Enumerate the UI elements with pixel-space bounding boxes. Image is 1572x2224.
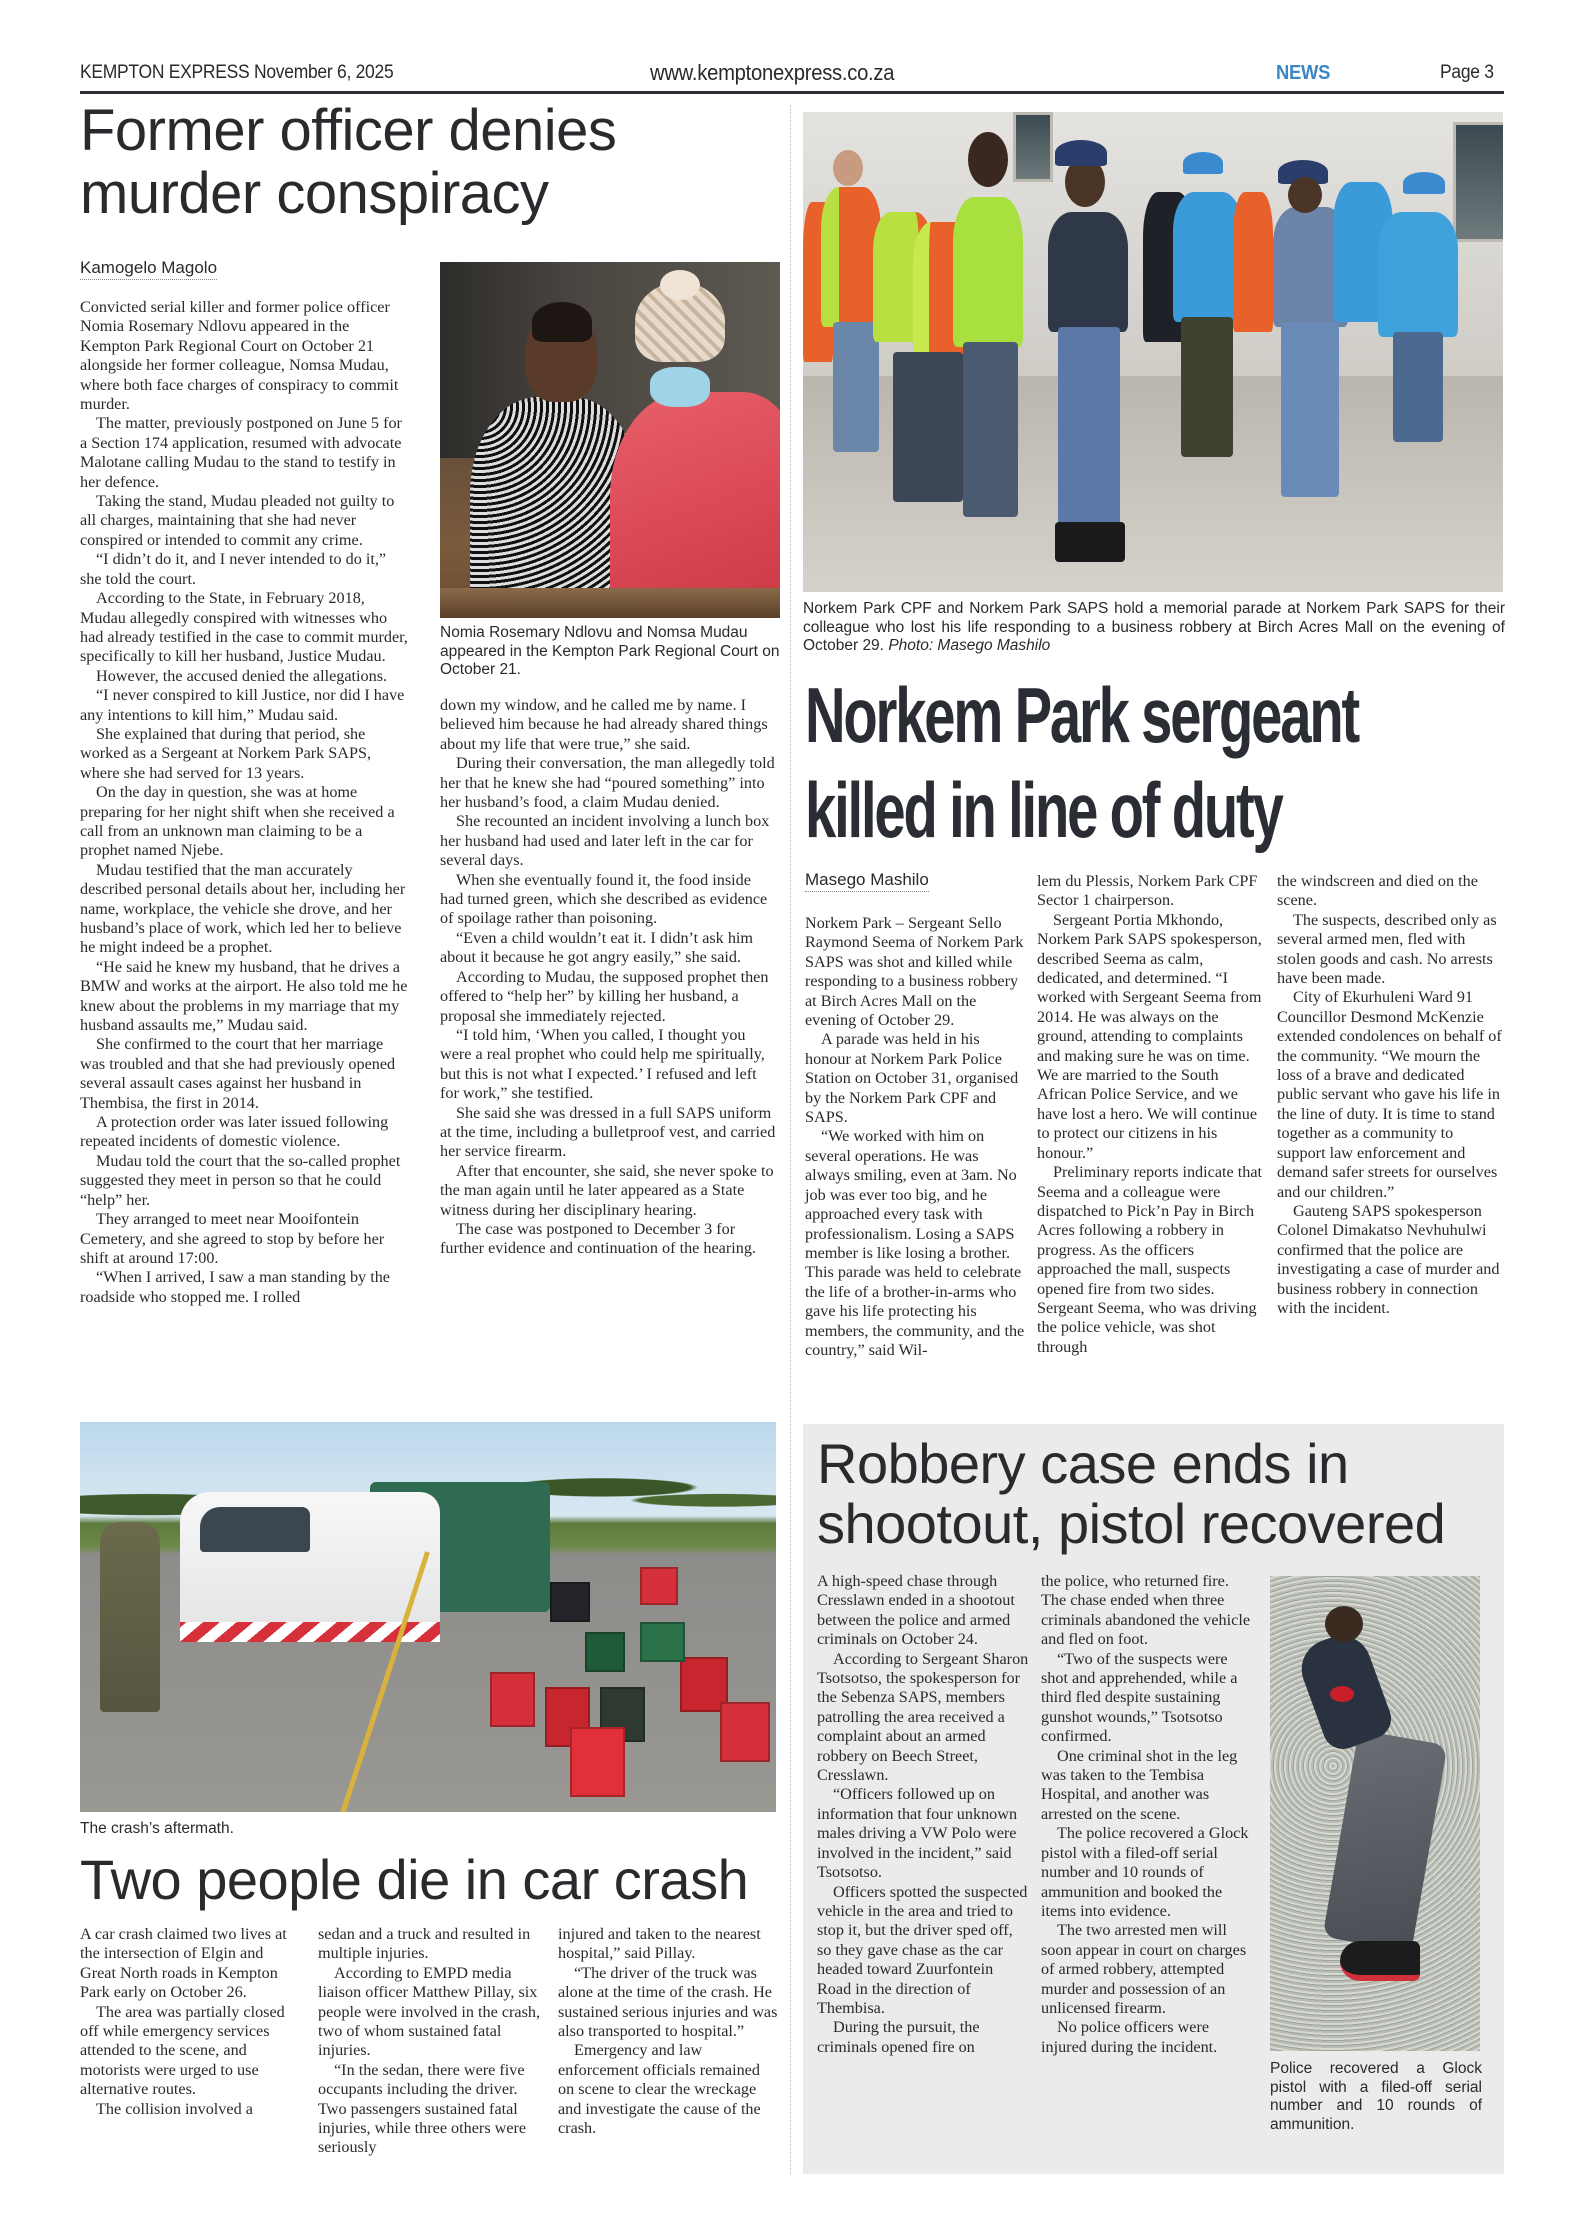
body-column-1: Convicted serial killer and former police officer Nomia Rosemary Ndlovu appeared in the Kempton Park Regional Court on October 21 alongside her former colleague, Nomsa Mudau, where both face charges of conspiracy to commit murder. The matter, previously postponed on June 5 for a Section 174 application, resumed with advocate Malotane calling Mudau to the stand to testify in her defence. Taking the stand, Mudau pleaded not guilty to all charges, maintaining that she had never conspired or intended to commit any crime. “I didn’t do it, and I never intended to do it,” she told the court. According to the State, in February 2018, Mudau allegedly conspired with witnesses who had already testified in the case to commit murder, specifically to kill her husband, Justice Mudau. However, the accused denied the allegations. “I never conspired to kill Justice, nor did I have any intentions to kill him,” Mudau said. She explained that during that period, she worked as a Sergeant at Norkem Park SAPS, where she had served for 13 years. On the day in question, she was at home preparing for her night shift when she received a call from an unknown man claiming to be a prophet named Njebe. Mudau testified that the man accurately described personal details about her, including her name, workplace, the vehicle she drove, and her husband’s place of work, which led her to believe he might indeed be a prophet. “He said he knew my husband, that he drives a BMW and works at the airport. He also told me he knew about the problems in my marriage that my husband assaults me,” Mudau said. She confirmed to the court that her marriage was troubled and that she had previously opened several assault cases against her husband in Thembisa, the first in 2014. A protection order was later issued following repeated incidents of domestic violence. Mudau told the court that the so-called prophet suggested they meet in person so that he could “help” her. They arranged to meet near Mooifontein Cemetery, and she agreed to stop by before her shift at around 17:00. “When I arrived, I saw a man standing by the roadside who stopped me. I rolled (80, 298, 408, 1306)
page-number: Page 3 (1440, 62, 1494, 83)
suspect-photo (1270, 1576, 1480, 2051)
photo-credit: Photo: Masego Mashilo (888, 637, 1051, 654)
body-column-1: A high-speed chase through Cresslawn ended in a shootout between the police and armed criminals on October 24. According to Sergeant Sharon Tsotsotso, the spokesperson for the Sebenza SAPS, members patrolling the area received a complaint about an armed robbery on Beech Street, Cresslawn. “Officers followed up on information that four unknown males driving a VW Polo were involved in the incident,” said Tsotsotso. Officers spotted the suspected vehicle in the area and tried to stop it, but the driver sped off, so they gave chase as the car headed toward Zuurfontein Road in the direction of Thembisa. During the pursuit, the criminals opened fire on (817, 1572, 1029, 2056)
person-figure (590, 282, 780, 618)
person-figure (1378, 212, 1458, 337)
paper-name-date: KEMPTON EXPRESS November 6, 2025 (80, 62, 394, 83)
person-figure (1048, 212, 1128, 332)
body-column-2: sedan and a truck and resulted in multiple injuries. According to EMPD media liaison officer Matthew Pillay, six people were involved in the crash, two of whom sustained fatal injuries. “In the sedan, there were five occupants including the driver. Two passengers sustained fatal injuries, while three others were seriously (318, 1925, 541, 2157)
caption-court-photo: Nomia Rosemary Ndlovu and Nomsa Mudau appeared in the Kempton Park Regional Court on October 21. (440, 624, 780, 678)
headline-court: Former officer denies murder conspiracy (80, 98, 617, 226)
body-column-3: the windscreen and died on the scene. The suspects, described only as several armed men, fled with stolen goods and cash. No arrests have been made. City of Ekurhuleni Ward 91 Councillor Desmond McKenzie extended condolences on behalf of the community. “We mourn the loss of a brave and dedicated public servant who gave his life in the line of duty. It is time to stand together as a community to support law enforcement and demand safer streets for ourselves and our children.” Gauteng SAPS spokesperson Colonel Dimakatso Nevhuhulwi confirmed that the police are investigating a case of murder and business robbery in connection with the incident. (1277, 872, 1502, 1317)
body-column-2: lem du Plessis, Norkem Park CPF Sector 1 chairperson. Sergeant Portia Mkhondo, Norkem Park SAPS spokesperson, described Seema as calm, dedicated, and determined. “I worked with Sergeant Seema from 2014. He was always on the ground, attending to complaints and making sure he was on time. We are married to the South African Police Service, and we have lost a hero. We will continue to protect our citizens in his honour.” Preliminary reports indicate that Seema and a colleague were dispatched to Pick’n Pay in Birch Acres following a robbery in progress. As the officers approached the mall, suspects opened fire from two sides. Sergeant Seema, who was driving the police vehicle, was shot through (1037, 872, 1263, 1356)
headline-robbery: Robbery case ends in shootout, pistol recovered (817, 1432, 1446, 1556)
body-column-2: the police, who returned fire. The chase ended when three criminals abandoned the vehicle and fled on foot. “Two of the suspects were shot and apprehended, while a third fled despite sustaining gunshot wounds,” Tsotsotso confirmed. One criminal shot in the leg was taken to the Tembisa Hospital, and another was arrested on the scene. The police recovered a Glock pistol with a filed-off serial number and 10 rounds of ammunition and booked the items into evidence. The two arrested men will soon appear in court on charges of armed robbery, attempted murder and possession of an unlicensed firearm. No police officers were injured during the incident. (1041, 1572, 1251, 2056)
body-column-3: injured and taken to the nearest hospital,” said Pillay. “The driver of the truck was alone at the time of the crash. He sustained serious injuries and was also transported to hospital.” Emergency and law enforcement officials remained on scene to clear the wreckage and investigate the cause of the crash. (558, 1925, 778, 2138)
courtroom-rail (440, 588, 780, 618)
crate (490, 1672, 535, 1727)
crate (550, 1582, 590, 1622)
parade-photo (803, 112, 1503, 592)
byline-sergeant[interactable]: Masego Mashilo (805, 870, 929, 892)
firefighter-figure (100, 1522, 160, 1712)
crash-photo (80, 1422, 776, 1812)
crate (720, 1702, 770, 1762)
crate (640, 1622, 685, 1662)
byline-court-wrap (80, 258, 217, 280)
body-column-1: A car crash claimed two lives at the intersection of Elgin and Great North roads in Kempton Park early on October 26. The area was partially closed off while emergency services attended to the scene, and motorists were urged to use alternative routes. The collision involved a (80, 1925, 287, 2118)
headline-sergeant: Norkem Park sergeant killed in line of duty (805, 671, 1359, 855)
masthead (80, 58, 1504, 94)
caption-suspect-photo: Police recovered a Glock pistol with a filed-off serial number and 10 rounds of ammunition. (1270, 2060, 1482, 2133)
article-robbery (803, 1424, 1504, 2174)
headline-crash: Two people die in car crash (80, 1848, 749, 1911)
court-photo (440, 262, 780, 618)
column-divider (790, 105, 791, 2175)
body-column-1: Norkem Park – Sergeant Sello Raymond Seema of Norkem Park SAPS was shot and killed while responding to a business robbery at Birch Acres Mall on the evening of October 29. A parade was held in his honour at Norkem Park Police Station on October 31, organised by the Norkem Park CPF and SAPS. “We worked with him on several operations. He was always smiling, even at 3am. No job was ever too big, and he approached every task with professionalism. Losing a SAPS member is like losing a brother. This parade was held to celebrate the life of a brother-in-arms who gave his life protecting his members, the community, and the country,” said Wil- (805, 914, 1025, 1359)
crate (585, 1632, 625, 1672)
person-figure (953, 197, 1023, 347)
person-figure (1233, 192, 1273, 332)
crate (570, 1727, 625, 1797)
byline-court[interactable]: Kamogelo Magolo (80, 258, 217, 280)
crate (640, 1567, 678, 1605)
caption-parade-photo: Norkem Park CPF and Norkem Park SAPS hold a memorial parade at Norkem Park SAPS for their colleague who lost his life responding to a business robbery at Birch Acres Mall on the evening of October 29. Photo: Masego Mashilo (803, 600, 1505, 654)
person-figure (821, 187, 881, 327)
section-label: NEWS (1276, 62, 1331, 84)
body-column-2: down my window, and he called me by name. I believed him because he had already shared things about my life that were true,” she said. During their conversation, the man allegedly told her that he knew she had “poured something” into her husband’s food, a claim Mudau denied. She recounted an incident involving a lunch box her husband had used and later left in the car for several days. When she eventually found it, the food inside had turned green, which she described as evidence of spoilage rather than poisoning. “Even a child wouldn’t eat it. I didn’t ask him about it because he got angry easily,” she said. According to Mudau, the supposed prophet then offered to “help her” by killing her husband, a proposal she immediately rejected. “I told him, ‘When you called, I thought you were a real prophet who could help me spiritually, but this is not what I expected.’ I refused and left for work,” she testified. She said she was dressed in a full SAPS uniform at the time, including a bulletproof vest, and carried her service firearm. After that encounter, she said, she never spoke to the man again until he later appeared as a State witness during her disciplinary hearing. The case was postponed to December 3 for further evidence and continuation of the hearing. (440, 696, 776, 1258)
website-link[interactable]: www.kemptonexpress.co.za (650, 60, 895, 85)
caption-crash-photo: The crash’s aftermath. (80, 1820, 234, 1837)
byline-sergeant-wrap (805, 870, 929, 892)
